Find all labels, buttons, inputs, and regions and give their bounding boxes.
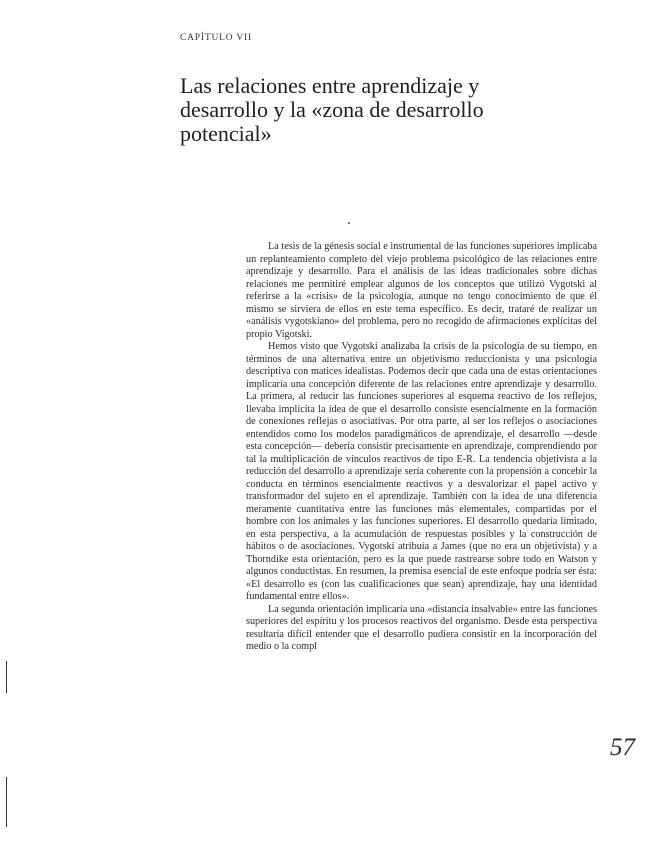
page-number: 57 [610, 734, 635, 761]
scan-edge-line [6, 777, 7, 827]
chapter-title: Las relaciones entre aprendizaje y desarrollo y la «zona de desarrollo potencial» [180, 73, 484, 146]
paragraph: Hemos visto que Vygotski analizaba la crisis de la psicología de su tiempo, en términos de una alternativa entre un objetivismo reduccionista y una psicología descriptiva con matices idealistas. Podemos decir que cada una de estas orientaciones implicaría una concepción diferente de las relaciones entre aprendizaje y desarrollo. La primera, al reducir las funciones superiores al esquema reactivo de los reflejos, llevaba implícita la idea de que el desarrollo consiste esencialmente en la formación de conexiones reflejas o asociativas. Por otra parte, al ser los reflejos o asociaciones entendidos como los modelos paradigmáticos de aprendizaje, el desarrollo —desde esta concepción— debería consistir precisamente en aprendizaje, comprendiendo por tal la multiplicación de vínculos reactivos de tipo E-R. La tendencia objetivista a la reducción del desarrollo a aprendizaje sería coherente con la propensión a concebir la conducta en términos esencialmente reactivos y a desvalorizar el papel activo y transformador del sujeto en el aprendizaje. También con la idea de una diferencia meramente cuantitativa entre las funciones más elementales, compartidas por el hombre con los animales y las funciones superiores. El desarrollo quedaría limitado, en esta perspectiva, a la acumulación de respuestas posibles y la construcción de hábitos o de asociaciones. Vygotski atribuía a James (que no era un objetivista) y a Thorndike esta orientación, pero es la que puede rastrearse sobre todo en Watson y algunos conductistas. En resumen, la premisa esencial de este enfoque podría ser ésta: «El desarrollo es (con las cualificaciones que sean) aprendizaje, hay una identidad fundamental entre ellos». [246, 341, 597, 602]
chapter-label: CAPÍTULO VII [180, 33, 252, 43]
body-text [246, 241, 597, 654]
printed-dot [348, 222, 350, 224]
scan-edge-line [6, 661, 7, 693]
paragraph: La tesis de la génesis social e instrumental de las funciones superiores implicaba un replanteamiento completo del viejo problema psicológico de las relaciones entre aprendizaje y desarrollo. Para el análisis de las ideas tradicionales sobre dichas relaciones me permitiré emplear algunos de los conceptos que utilizó Vygotski al referirse a la «crisis» de la psicología, aunque no tengo conocimiento de que él mismo se sirviera de ellos en este tema específico. Es decir, trataré de realizar un «análisis vygotskiano» del problema, pero no recogido de afirmaciones explícitas del propio Vigotski. [246, 241, 597, 340]
paragraph: La segunda orientación implicaría una «distancia insalvable» entre las funciones superiores del espíritu y los procesos reactivos del organismo. Desde esta perspectiva resultaría difícil entender que el desarrollo pudiera consistir en la incorporación del medio o la compl [246, 603, 597, 652]
